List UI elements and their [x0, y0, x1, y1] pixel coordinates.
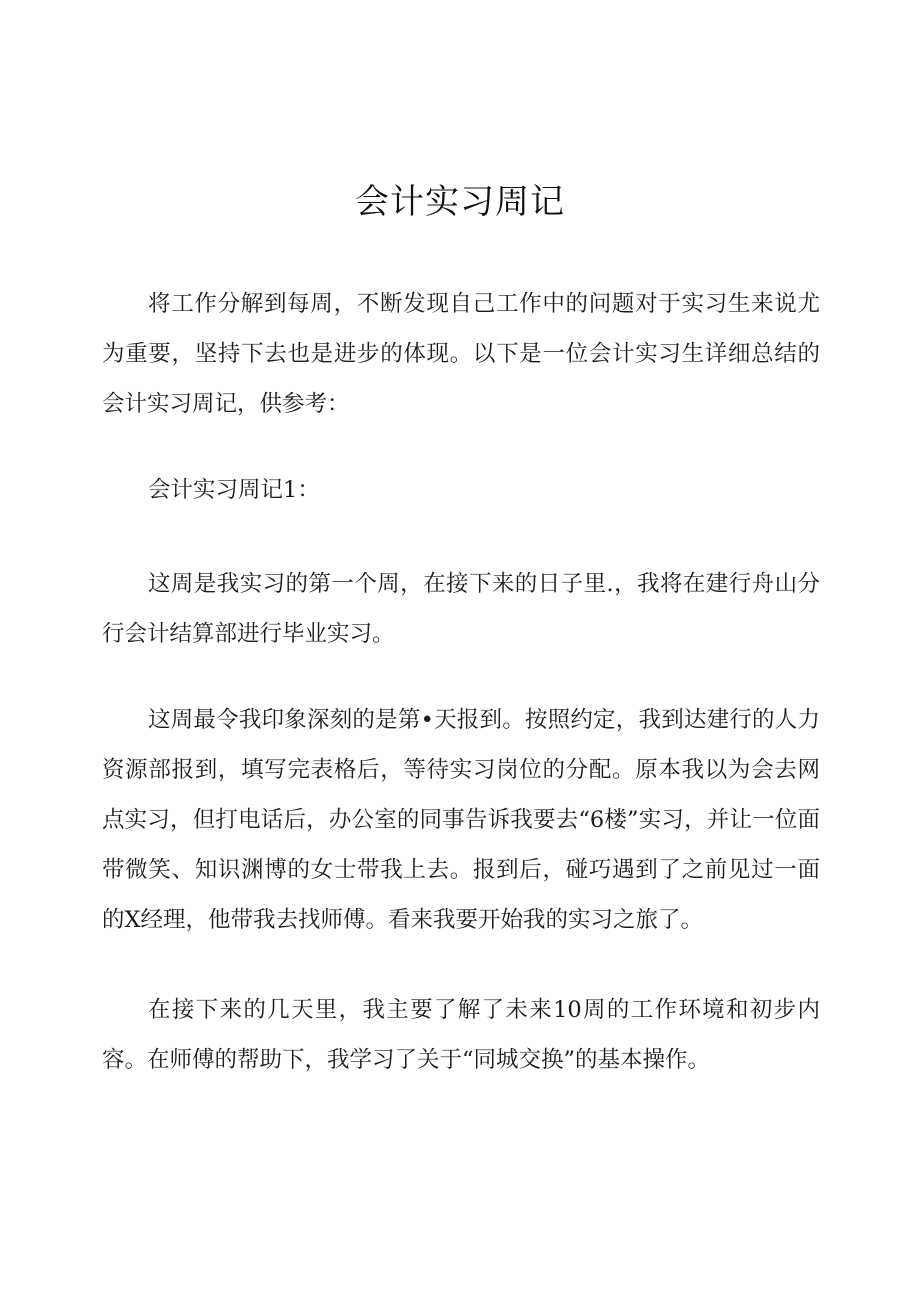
section-heading: 会计实习周记1：	[148, 477, 320, 503]
intro-paragraph: 将工作分解到每周，不断发现自己工作中的问题对于实习生来说尤为重要，坚持下去也是进步的体现。以下是一位会计实习生详细总结的会计实习周记，供参考：	[102, 291, 820, 417]
body-paragraph: 在接下来的几天里，我主要了解了未来10周的工作环境和初步内容。在师傅的帮助下，我学习了关于“同城交换”的基本操作。	[102, 997, 820, 1073]
document-title: 会计实习周记	[355, 182, 565, 222]
body-paragraph: 这周是我实习的第一个周，在接下来的日子里.，我将在建行舟山分行会计结算部进行毕业实习。	[102, 571, 820, 647]
body-paragraph: 这周最令我印象深刻的是第•天报到。按照约定，我到达建行的人力资源部报到，填写完表格后，等待实习岗位的分配。原本我以为会去网点实习，但打电话后，办公室的同事告诉我要去“6楼”实习，并让一位面带微笑、知识渊博的女士带我上去。报到后，碰巧遇到了之前见过一面的X经理，他带我去找师傅。看来我要开始我的实习之旅了。	[102, 707, 820, 933]
